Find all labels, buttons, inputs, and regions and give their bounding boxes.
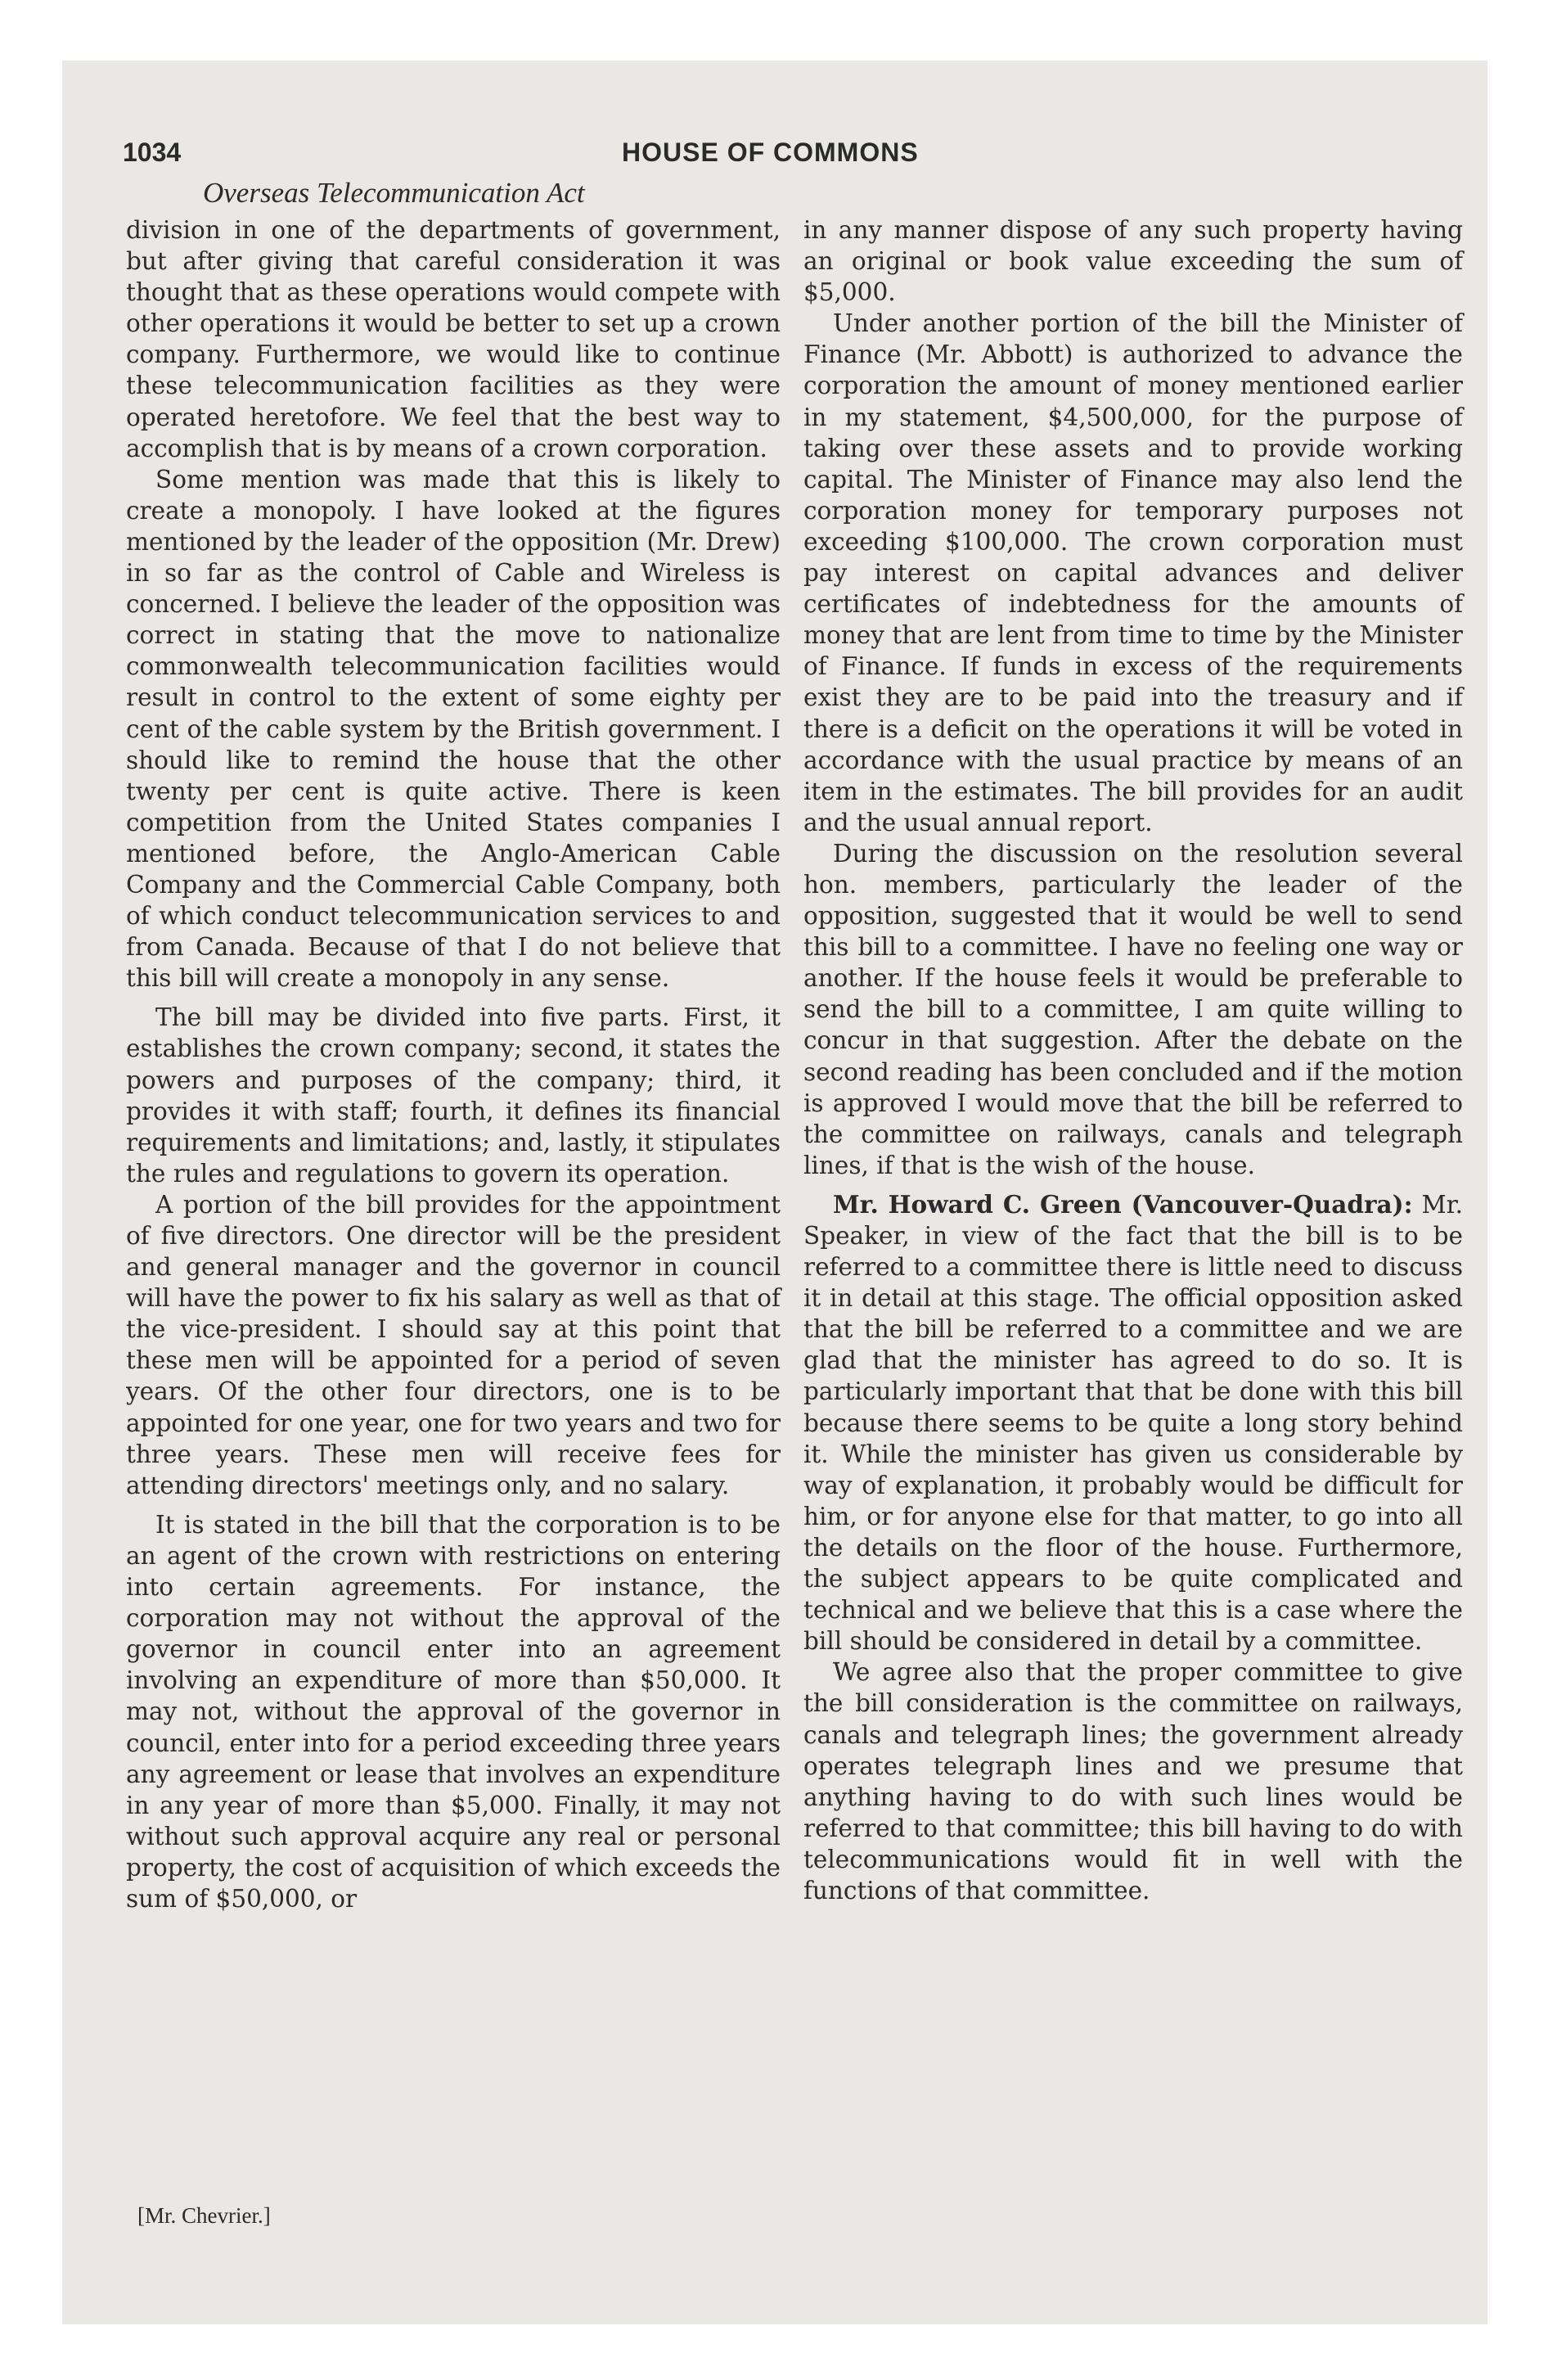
speech-paragraph	[803, 1189, 1463, 1657]
running-title: Overseas Telecommunication Act	[203, 177, 585, 209]
right-column	[803, 214, 1463, 1906]
left-column	[126, 214, 781, 1914]
paragraph: During the discussion on the resolution several hon. members, particularly the leader of the opposition, suggested that it would be well to send this bill to a committee. I have no feeling one way or another. If the house feels it would be preferable to send the bill to a committee, I am quite willing to concur in that suggestion. After the debate on the second reading has been concluded and if the motion is approved I would move that the bill be referred to the committee on railways, canals and telegraph lines, if that is the wish of the house.	[803, 839, 1463, 1179]
paragraph: division in one of the departments of government, but after giving that careful consideration it was thought that as these operations would compete with other operations it would be better to set up a crown company. Furthermore, we would like to continue these telecommunication facilities as they were operated heretofore. We feel that the best way to accomplish that is by means of a crown corporation.	[126, 216, 781, 462]
footer-speaker-note: [Mr. Chevrier.]	[137, 2203, 271, 2228]
page-number: 1034	[123, 137, 182, 167]
paragraph: in any manner dispose of any such property having an original or book value exceeding the sum of $5,000.	[803, 216, 1463, 307]
paragraph: It is stated in the bill that the corporation is to be an agent of the crown with restrictions on entering into certain agreements. For instance, the corporation may not without the approval of the governor in council enter into an agreement involving an expenditure of more than $50,000. It may not, without the approval of the governor in council, enter into for a period exceeding three years any agreement or lease that involves an expenditure in any year of more than $5,000. Finally, it may not without such approval acquire any real or personal property, the cost of acquisition of which exceeds the sum of $50,000, or	[126, 1510, 781, 1913]
paragraph: Some mention was made that this is likely to create a monopoly. I have looked at the figures mentioned by the leader of the opposition (Mr. Drew) in so far as the control of Cable and Wireless is concerned. I believe the leader of the opposition was correct in stating that the move to nationalize commonwealth telecommunication facilities would result in control to the extent of some eighty per cent of the cable system by the British government. I should like to remind the house that the other twenty per cent is quite active. There is keen competition from the United States companies I mentioned before, the Anglo-American Cable Company and the Commercial Cable Company, both of which conduct telecommunication services to and from Canada. Because of that I do not believe that this bill will create a monopoly in any sense.	[126, 465, 781, 993]
page-header-title: HOUSE OF COMMONS	[622, 137, 919, 167]
paragraph: A portion of the bill provides for the appointment of five directors. One director will be the president and general manager and the governor in council will have the power to fix his salary as well as that of the vice-president. I should say at this point that these men will be appointed for a period of seven years. Of the other four directors, one is to be appointed for one year, one for two years and two for three years. These men will receive fees for attending directors' meetings only, and no salary.	[126, 1190, 781, 1499]
paragraph: Under another portion of the bill the Minister of Finance (Mr. Abbott) is authorized to advance the corporation the amount of money mentioned earlier in my statement, $4,500,000, for the purpose of taking over these assets and to provide working capital. The Minister of Finance may also lend the corporation money for temporary purposes not exceeding $100,000. The crown corporation must pay interest on capital advances and deliver certificates of indebtedness for the amounts of money that are lent from time to time by the Minister of Finance. If funds in excess of the requirements exist they are to be paid into the treasury and if there is a deficit on the operations it will be voted in accordance with the usual practice by means of an item in the estimates. The bill provides for an audit and the usual annual report.	[803, 309, 1463, 836]
paragraph: We agree also that the proper committee to give the bill consideration is the committee on railways, canals and telegraph lines; the government already operates telegraph lines and we presume that anything having to do with such lines would be referred to that committee; this bill having to do with telecommunications would fit in well with the functions of that committee.	[803, 1658, 1463, 1904]
speaker-name: Mr. Howard C. Green (Vancouver-Quadra):	[833, 1189, 1413, 1219]
speech-text: Mr. Speaker, in view of the fact that the bill is to be referred to a committee there is little need to discuss it in detail at this stage. The official opposition asked that the bill be referred to a committee and we are glad that the minister has agreed to do so. It is particularly important that that be done with this bill because there seems to be quite a long story behind it. While the minister has given us considerable by way of explanation, it probably would be difficult for him, or for anyone else for that matter, to go into all the details on the floor of the house. Furthermore, the subject appears to be quite complicated and technical and we believe that this is a case where the bill should be considered in detail by a committee.	[803, 1190, 1463, 1656]
paragraph: The bill may be divided into five parts. First, it establishes the crown company; second, it states the powers and purposes of the company; third, it provides it with staff; fourth, it defines its financial requirements and limitations; and, lastly, it stipulates the rules and regulations to govern its operation.	[126, 1003, 781, 1188]
